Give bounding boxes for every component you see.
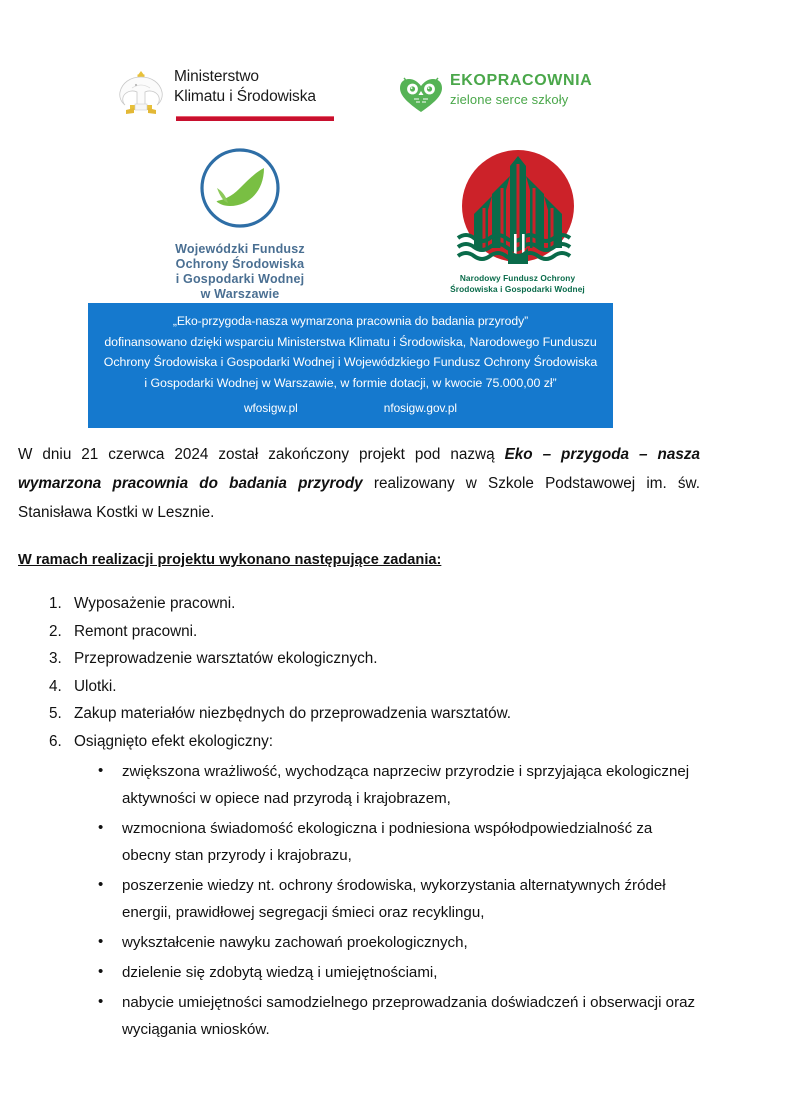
effects-list [74,758,700,1043]
red-sun-green-trees-water-icon [452,148,584,266]
wfosigw-logo [140,146,340,302]
list-item: 3. Przeprowadzenie warsztatów ekologicznych. [66,646,700,673]
logo-band-bottom [0,146,800,301]
wfosigw-url[interactable]: wfosigw.pl [244,401,298,415]
wfosigw-line4: w Warszawie [200,287,280,301]
intro-paragraph [18,440,700,527]
list-item [66,729,700,1044]
nfosigw-logo-text [430,273,605,294]
project-name-emphasis: Eko – przygoda – nasza wymarzona pracownia do badania przyrody [18,446,700,492]
ekopracownia-logo [398,70,598,126]
banner-text-line2: dofinansowano dzięki wsparciu Ministerstwa Klimatu i Środowiska, Narodowego Funduszu [104,334,597,349]
intro-text-after: realizowany w Szkole Podstawowej im. św. Stanisława Kostki w Lesznie. [18,475,701,521]
banner-text-line4: i Gospodarki Wodnej w Warszawie, w formie dotacji, w kwocie 75.000,00 zł” [144,375,557,390]
ekopracownia-subtitle: zielone serce szkoły [450,92,569,107]
polish-eagle-emblem-icon [112,64,170,122]
list-item: 2. Remont pracowni. [66,619,700,646]
ministry-of-climate-logo [112,62,342,138]
list-item: • poszerzenie wiedzy nt. ochrony środowiska, wykorzystania alternatywnych źródeł energii, prawidłowej segregacji śmieci oraz recyklingu, [96,872,700,926]
ministry-logo-text [174,67,316,107]
document-body [18,440,700,1046]
nfosigw-url[interactable]: nfosigw.gov.pl [383,401,457,415]
nfosigw-line1: Narodowy Fundusz Ochrony [459,273,576,283]
list-item: • nabycie umiejętności samodzielnego przeprowadzania doświadczeń i obserwacji oraz wyciągania wniosków. [96,989,700,1043]
list-item: • zwiększona wrażliwość, wychodząca naprzeciw przyrodzie i sprzyjająca ekologicznej aktywności w opiece nad przyrodą i krajobrazem, [96,758,700,812]
blue-circle-green-leaf-icon [198,146,282,230]
banner-project-title: „Eko-przygoda-nasza wymarzona pracownia do badania przyrody” [172,314,529,328]
logo-band-top [0,62,800,140]
list-item-label: Osiągnięto efekt ekologiczny: [74,732,273,750]
banner-text-line3: Ochrony Środowiska i Gospodarki Wodnej i Wojewódzkiego Fundusz Ochrony Środowiska [103,355,598,369]
list-item: • wykształcenie nawyku zachowań proekologicznych, [96,929,700,956]
tasks-list [18,591,700,1043]
tasks-heading: W ramach realizacji projektu wykonano następujące zadania: [18,552,442,568]
wfosigw-logo-text [140,242,340,302]
list-item: • wzmocniona świadomość ekologiczna i podniesiona współodpowiedzialność za obecny stan przyrody i krajobrazu, [96,815,700,869]
ekopracownia-title: EKOPRACOWNIA [450,72,593,89]
list-item: 4. Ulotki. [66,674,700,701]
list-item: 5. Zakup materiałów niezbędnych do przeprowadzenia warsztatów. [66,701,700,728]
banner-urls [88,401,613,415]
wfosigw-line2: Ochrony Środowiska [175,257,305,271]
funding-banner [88,303,613,428]
ministry-logo-line1: Ministerstwo [174,68,259,85]
list-item: • dzielenie się zdobytą wiedzą i umiejętnościami, [96,959,700,986]
intro-text-before: W dniu 21 czerwca 2024 został zakończony projekt pod nazwą [18,446,505,463]
green-owl-heart-icon [398,74,444,114]
nfosigw-logo [430,148,605,294]
ministry-logo-line2: Klimatu i Środowiska [174,88,316,105]
nfosigw-line2: Środowiska i Gospodarki Wodnej [450,283,585,294]
wfosigw-line1: Wojewódzki Fundusz [175,242,305,256]
wfosigw-line3: i Gospodarki Wodnej [175,272,305,286]
list-item: 1. Wyposażenie pracowni. [66,591,700,618]
ministry-red-rule [176,116,334,121]
